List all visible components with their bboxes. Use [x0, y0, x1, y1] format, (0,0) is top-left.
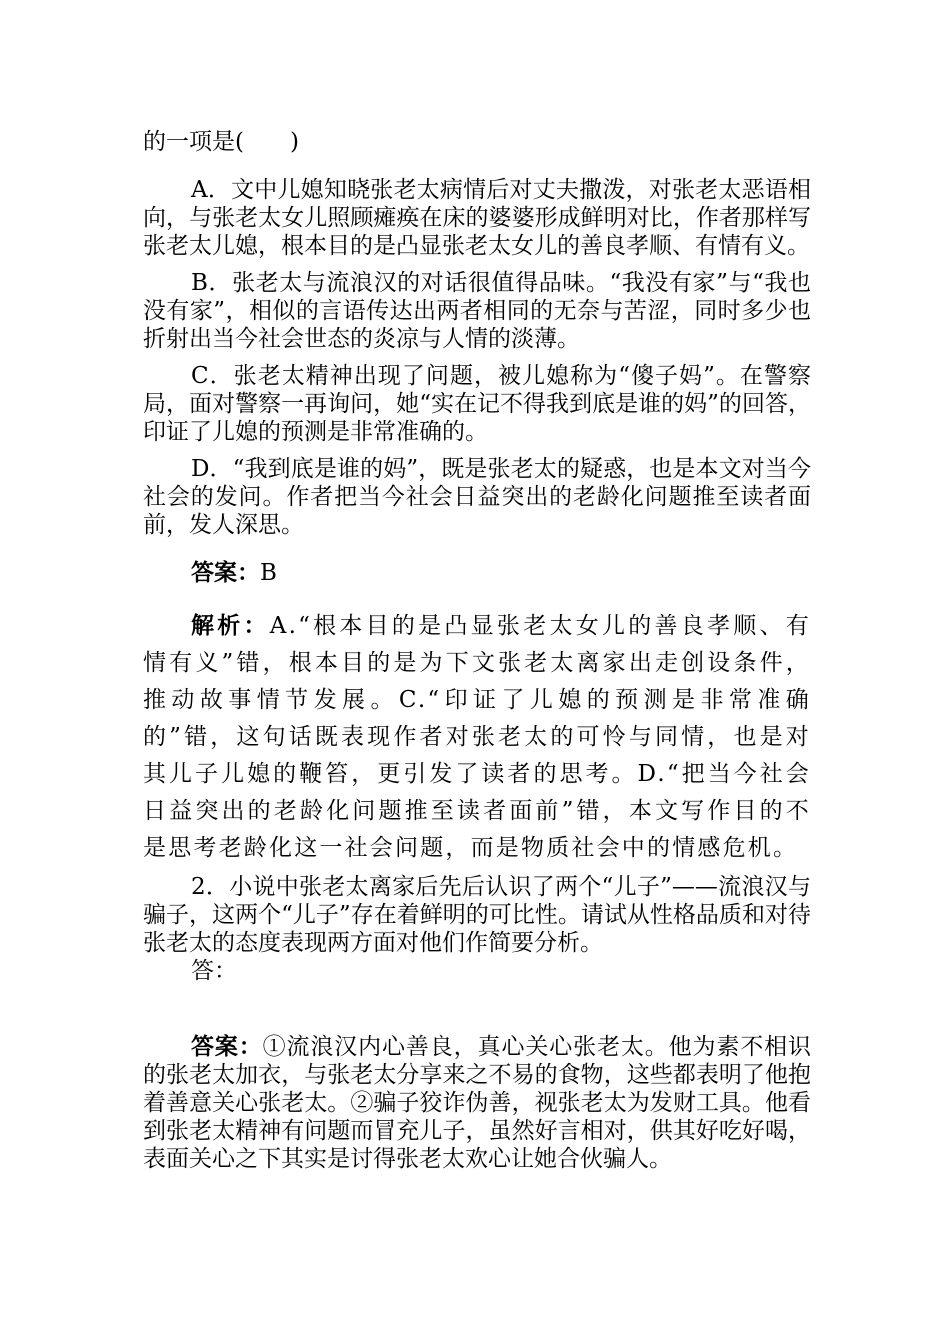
- document-page: [143, 128, 811, 1173]
- answer-1: [143, 559, 811, 587]
- answer-1-label: 答案：: [191, 559, 260, 586]
- analysis-text: A.“根本目的是凸显张老太女儿的善良孝顺、有情有义”错，根本目的是为下文张老太离家出走创设条件，推动故事情节发展。C.“印证了儿媳的预测是非常准确的”错，这句话既表现作者对张老太的可怜与同情，也是对其儿子儿媳的鞭笞，更引发了读者的思考。D.“把当今社会日益突出的老龄化问题推至读者面前”错，本文写作目的不是思考老龄化这一社会问题，而是物质社会中的情感危机。: [143, 613, 811, 861]
- answer-prompt: 答：: [191, 958, 237, 984]
- option-d-letter: D．: [191, 456, 233, 482]
- answer-2: [143, 1033, 811, 1173]
- option-b: [143, 269, 811, 353]
- option-c: [143, 362, 811, 446]
- option-a: [143, 176, 811, 260]
- answer-2-label: 答案：: [191, 1033, 263, 1060]
- option-d-text: “我到底是谁的妈”，既是张老太的疑惑，也是本文对当今社会的发问。作者把当今社会日益突出的老龄化问题推至读者面前，发人深思。: [143, 456, 811, 538]
- option-d: [143, 455, 811, 539]
- question-2-text: 小说中张老太离家后先后认识了两个“儿子”——流浪汉与骗子，这两个“儿子”存在着鲜明的可比性。请试从性格品质和对待张老太的态度表现两方面对他们作简要分析。: [143, 874, 811, 956]
- option-b-letter: B．: [191, 270, 233, 296]
- analysis-label: 解析：: [191, 612, 270, 639]
- option-c-text: 张老太精神出现了问题，被儿媳称为“傻子妈”。在警察局，面对警察一再询问，她“实在记不得我到底是谁的妈”的回答，印证了儿媳的预测是非常准确的。: [143, 363, 811, 445]
- question-tail: 的一项是( ): [143, 129, 299, 155]
- option-a-letter: A．: [191, 177, 232, 203]
- answer-2-text: ①流浪汉内心善良，真心关心张老太。他为素不相识的张老太加衣，与张老太分享来之不易的食物，这些都表明了他抱着善意关心张老太。②骗子狡诈伪善，视张老太为发财工具。他看到张老太精神有问题而冒充儿子，虽然好言相对，供其好吃好喝，表面关心之下其实是讨得张老太欢心让她合伙骗人。: [143, 1034, 812, 1172]
- answer-1-value: B: [260, 560, 277, 586]
- question-2-number: 2．: [191, 874, 230, 900]
- question-2: [143, 873, 811, 957]
- option-b-text: 张老太与流浪汉的对话很值得品味。“我没有家”与“我也没有家”，相似的言语传达出两者相同的无奈与苦涩，同时多少也折射出当今社会世态的炎凉与人情的淡薄。: [143, 270, 811, 352]
- option-c-letter: C．: [191, 363, 234, 389]
- option-a-text: 文中儿媳知晓张老太病情后对丈夫撒泼，对张老太恶语相向，与张老太女儿照顾瘫痪在床的婆婆形成鲜明对比，作者那样写张老太儿媳，根本目的是凸显张老太女儿的善良孝顺、有情有义。: [143, 177, 811, 259]
- analysis: [143, 607, 811, 867]
